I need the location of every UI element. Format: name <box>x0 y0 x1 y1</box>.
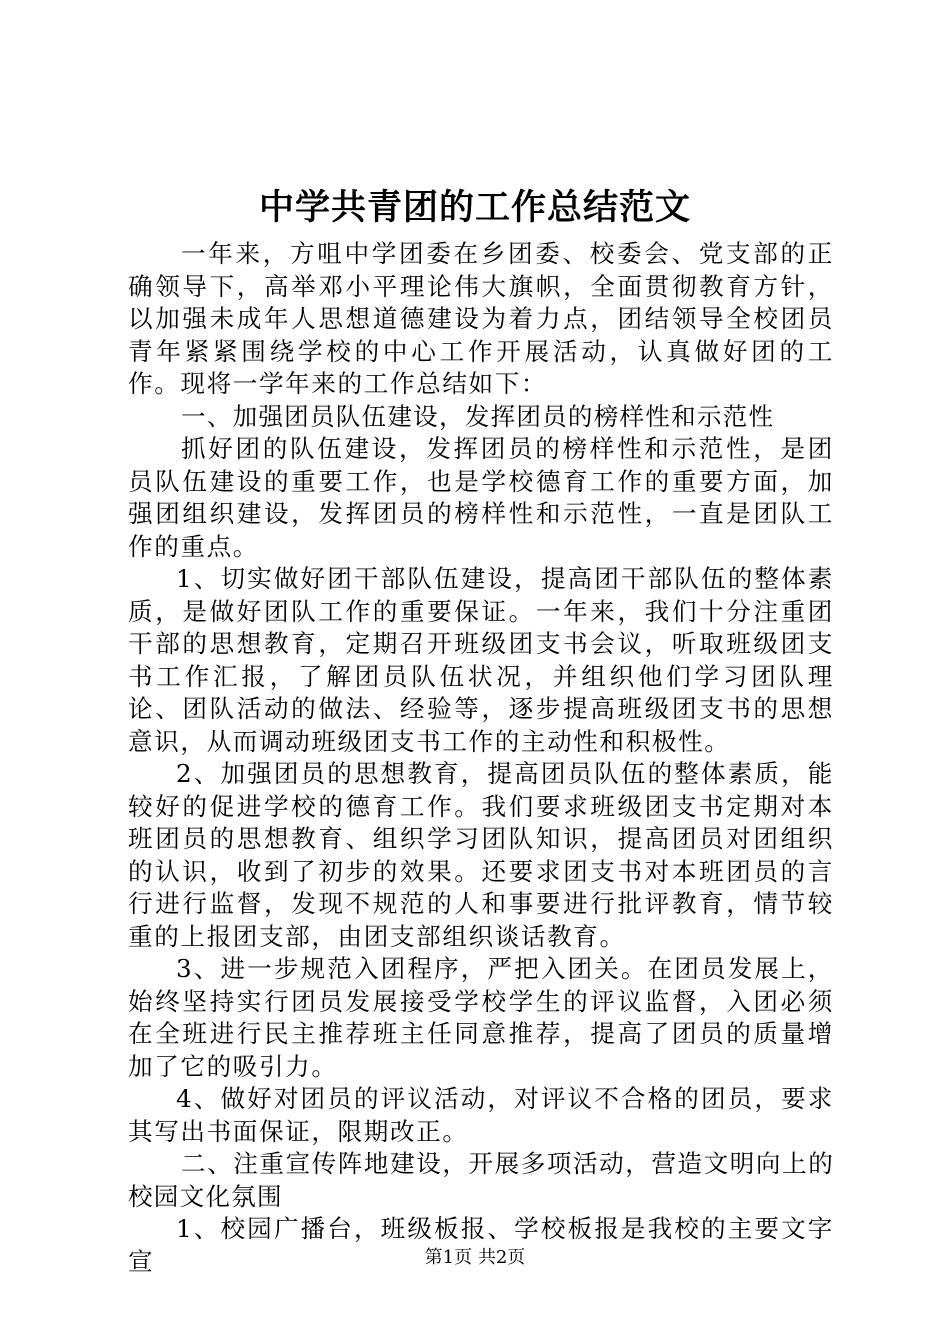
document-body <box>128 238 834 1278</box>
paragraph-item-4: 4、做好对团员的评议活动，对评议不合格的团员，要求其写出书面保证，限期改正。 <box>128 1084 834 1146</box>
section-heading-1: 一、加强团员队伍建设，发挥团员的榜样性和示范性 <box>181 401 775 431</box>
section-heading-2: 二、注重宣传阵地建设，开展多项活动，营造文明向上的校园文化氛围 <box>128 1149 834 1211</box>
paragraph-item-2: 2、加强团员的思想教育，提高团员队伍的整体素质，能较好的促进学校的德育工作。我们要求班级团支书定期对本班团员的思想教育、组织学习团队知识，提高团员对团组织的认识，收到了初步的效果。还要求团支书对本班团员的言行进行监督，发现不规范的人和事要进行批评教育，情节较重的上报团支部，由团支部组织谈话教育。 <box>128 759 834 951</box>
paragraph-section-1-intro: 抓好团的队伍建设，发挥团员的榜样性和示范性，是团员队伍建设的重要工作，也是学校德育工作的重要方面，加强团组织建设，发挥团员的榜样性和示范性，一直是团队工作的重点。 <box>128 434 834 561</box>
paragraph-intro: 一年来，方咀中学团委在乡团委、校委会、党支部的正确领导下，高举邓小平理论伟大旗帜，全面贯彻教育方针，以加强未成年人思想道德建设为着力点，团结领导全校团员青年紧紧围绕学校的中心工作开展活动，认真做好团的工作。现将一学年来的工作总结如下： <box>128 239 834 398</box>
paragraph-item-3: 3、进一步规范入团程序，严把入团关。在团员发展上，始终坚持实行团员发展接受学校学生的评议监督，入团必须在全班进行民主推荐班主任同意推荐，提高了团员的质量增加了它的吸引力。 <box>128 954 834 1081</box>
paragraph-section-2-item-1: 1、校园广播台，班级板报、学校板报是我校的主要文字宣 <box>128 1214 834 1276</box>
page-footer: 第1页 共2页 <box>424 1247 526 1268</box>
paragraph-item-1: 1、切实做好团干部队伍建设，提高团干部队伍的整体素质，是做好团队工作的重要保证。一年来，我们十分注重团干部的思想教育，定期召开班级团支书会议，听取班级团支书工作汇报，了解团员队伍状况，并组织他们学习团队理论、团队活动的做法、经验等，逐步提高班级团支书的思想意识，从而调动班级团支书工作的主动性和积极性。 <box>128 564 834 756</box>
document-title: 中学共青团的工作总结范文 <box>258 187 691 228</box>
